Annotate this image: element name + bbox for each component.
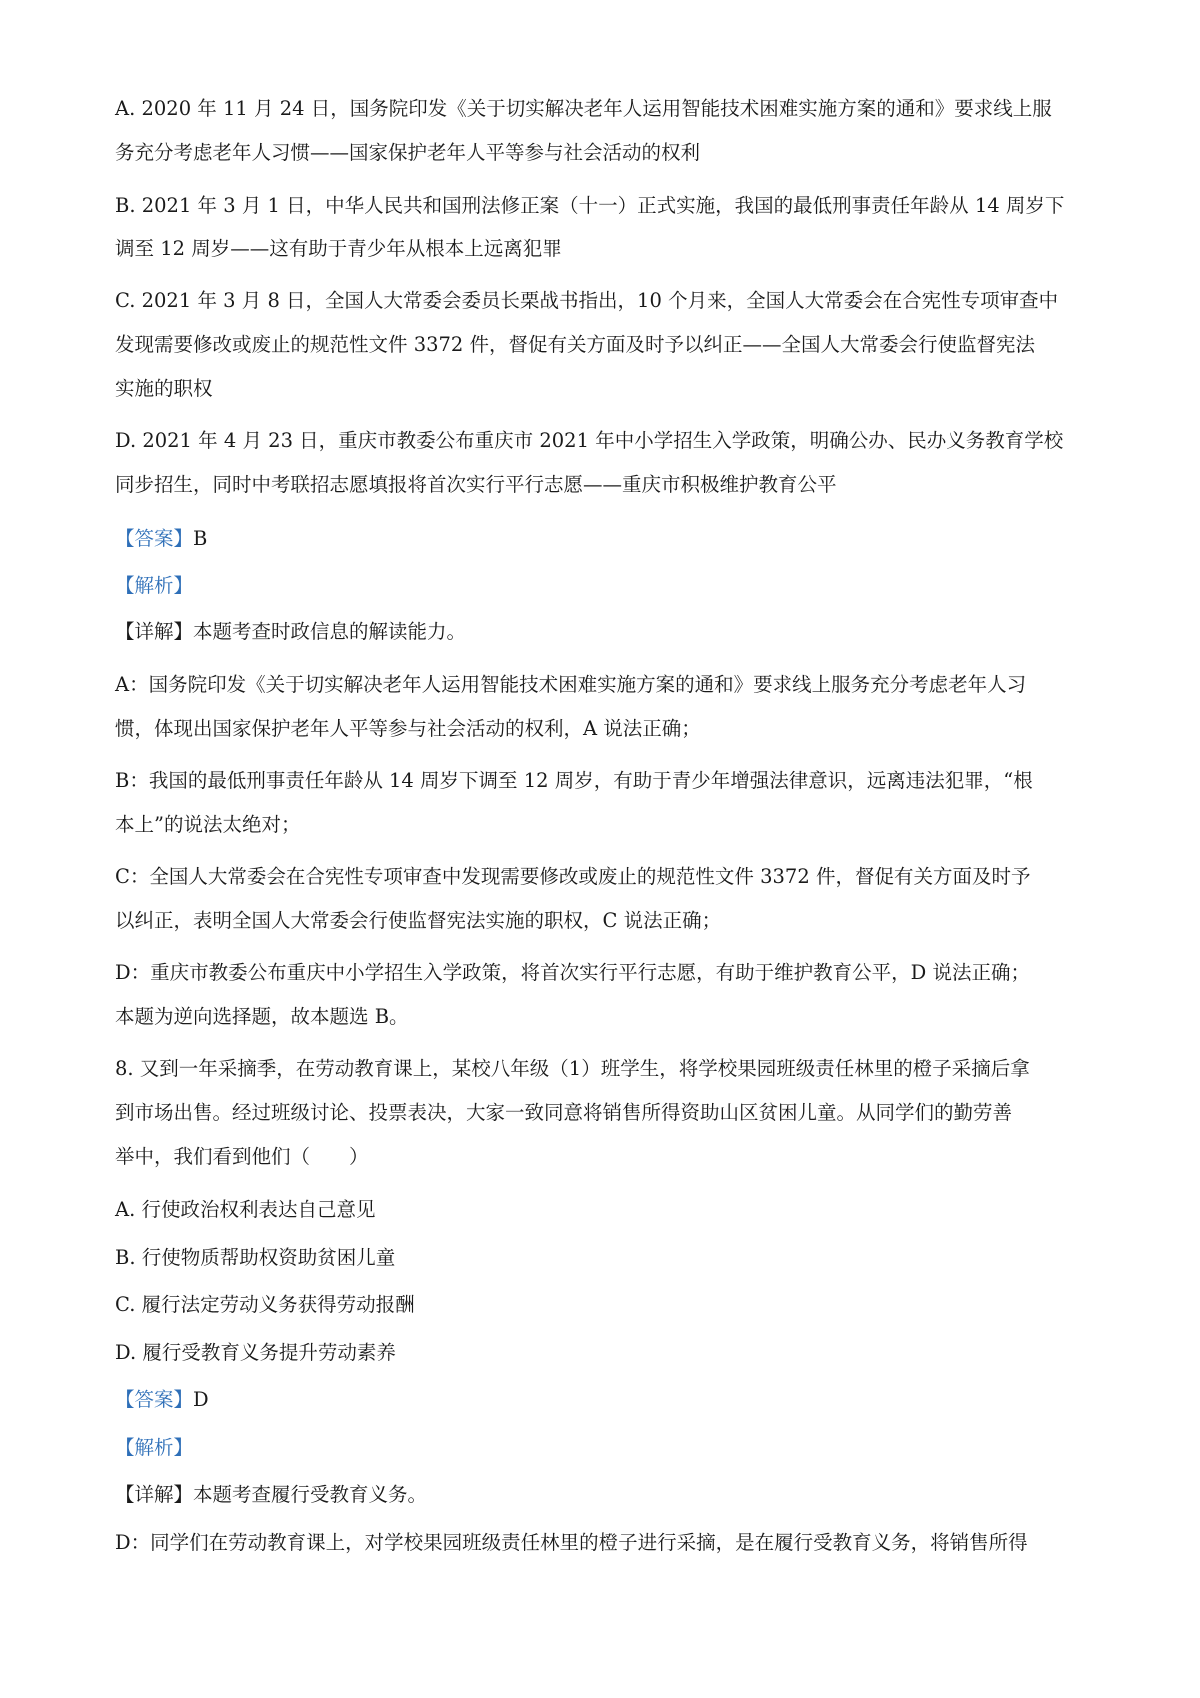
q7-detail-b-line1: B：我国的最低刑事责任年龄从 14 周岁下调至 12 周岁，有助于青少年增强法律意识，远离违法犯罪，“根	[115, 769, 1033, 792]
q8-analysis-tag: 【解析】	[115, 1436, 194, 1459]
q7-detail-d: D：重庆市教委公布重庆中小学招生入学政策，将首次实行平行志愿，有助于维护教育公平，D 说法正确；	[115, 961, 1030, 984]
q7-option-a-line1: A. 2020 年 11 月 24 日，国务院印发《关于切实解决老年人运用智能技术困难实施方案的通和》要求线上服	[115, 97, 1052, 120]
answer-value: D	[193, 1388, 209, 1411]
q7-option-c-line3: 实施的职权	[115, 377, 213, 400]
q7-analysis-tag: 【解析】	[115, 574, 194, 597]
q7-detail-a-line1: A：国务院印发《关于切实解决老年人运用智能技术困难实施方案的通和》要求线上服务充分考虑老年人习	[115, 673, 1027, 696]
q7-option-b-line2: 调至 12 周岁——这有助于青少年从根本上远离犯罪	[115, 237, 562, 260]
q8-option-d: D. 履行受教育义务提升劳动素养	[115, 1341, 396, 1364]
q8-answer	[115, 1387, 209, 1413]
q7-detail-b-line2: 本上”的说法太绝对；	[115, 813, 301, 836]
q8-stem-line3: 举中，我们看到他们（ ）	[115, 1145, 369, 1168]
answer-tag: 【答案】	[115, 1388, 194, 1411]
q7-detail-conclusion: 本题为逆向选择题，故本题选 B。	[115, 1005, 409, 1028]
q7-detail-a-line2: 惯，体现出国家保护老年人平等参与社会活动的权利，A 说法正确；	[115, 717, 701, 740]
q8-detail-intro	[115, 1482, 427, 1508]
q7-option-c-line2: 发现需要修改或废止的规范性文件 3372 件，督促有关方面及时予以纠正——全国人大常委会行使监督宪法	[115, 333, 1036, 356]
detail-intro-text: 本题考查履行受教育义务。	[193, 1483, 428, 1506]
detail-intro-text: 本题考查时政信息的解读能力。	[193, 620, 467, 643]
q7-answer	[115, 526, 207, 552]
q7-option-d-line2: 同步招生，同时中考联招志愿填报将首次实行平行志愿——重庆市积极维护教育公平	[115, 473, 837, 496]
q8-option-c: C. 履行法定劳动义务获得劳动报酬	[115, 1293, 415, 1316]
q8-option-b: B. 行使物质帮助权资助贫困儿童	[115, 1246, 396, 1269]
q7-option-a-line2: 务充分考虑老年人习惯——国家保护老年人平等参与社会活动的权利	[115, 141, 701, 164]
q8-stem-line1: 8. 又到一年采摘季，在劳动教育课上，某校八年级（1）班学生，将学校果园班级责任林里的橙子采摘后拿	[115, 1057, 1030, 1080]
q7-detail-c-line1: C：全国人大常委会在合宪性专项审查中发现需要修改或废止的规范性文件 3372 件，督促有关方面及时予	[115, 865, 1031, 888]
q8-option-a: A. 行使政治权利表达自己意见	[115, 1198, 376, 1221]
detail-tag: 【详解】	[115, 1483, 194, 1506]
q7-detail-intro	[115, 619, 466, 645]
q7-detail-c-line2: 以纠正，表明全国人大常委会行使监督宪法实施的职权，C 说法正确；	[115, 909, 722, 932]
q7-option-b-line1: B. 2021 年 3 月 1 日，中华人民共和国刑法修正案（十一）正式实施，我国的最低刑事责任年龄从 14 周岁下	[115, 194, 1065, 217]
answer-value: B	[193, 527, 208, 550]
q8-stem-line2: 到市场出售。经过班级讨论、投票表决，大家一致同意将销售所得资助山区贫困儿童。从同学们的勤劳善	[115, 1101, 1013, 1124]
q7-option-d-line1: D. 2021 年 4 月 23 日，重庆市教委公布重庆市 2021 年中小学招生入学政策，明确公办、民办义务教育学校	[115, 429, 1064, 452]
detail-tag: 【详解】	[115, 620, 194, 643]
answer-tag: 【答案】	[115, 527, 194, 550]
q7-option-c-line1: C. 2021 年 3 月 8 日，全国人大常委会委员长栗战书指出，10 个月来，全国人大常委会在合宪性专项审查中	[115, 289, 1059, 312]
q8-detail-d: D：同学们在劳动教育课上，对学校果园班级责任林里的橙子进行采摘，是在履行受教育义务，将销售所得	[115, 1531, 1028, 1554]
